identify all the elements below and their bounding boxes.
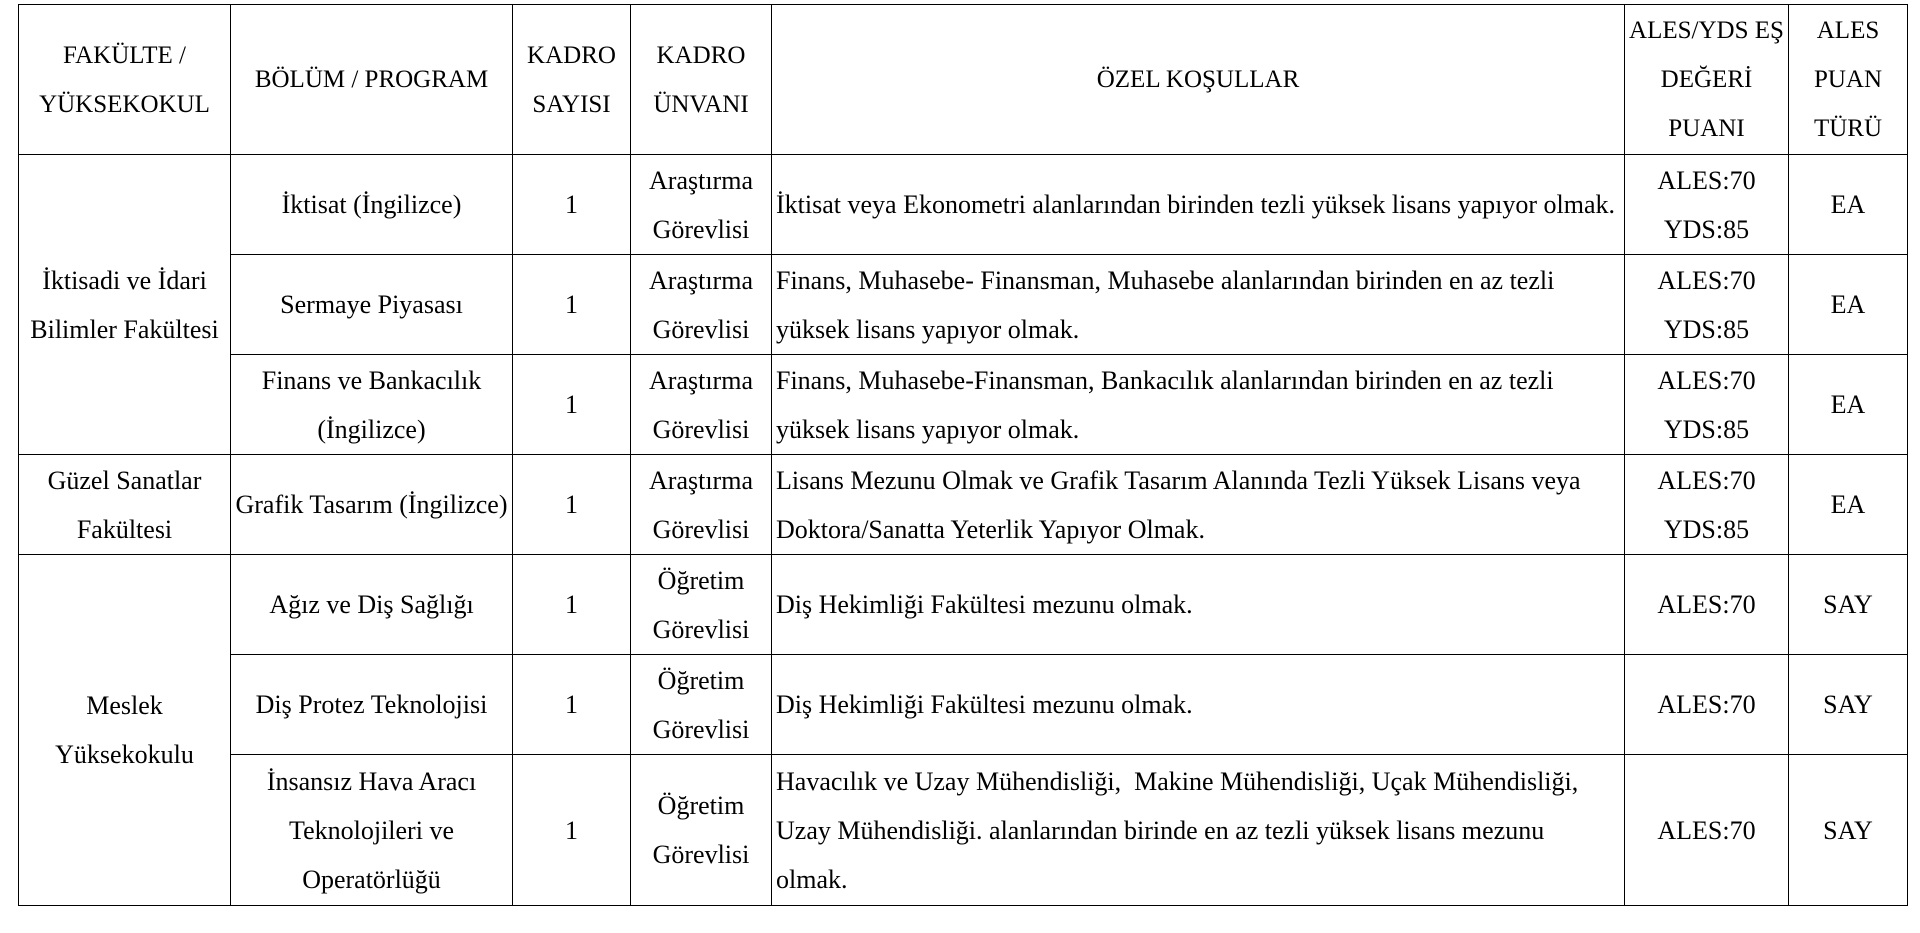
table-row [19,455,1908,555]
title-cell: Araştırma Görevlisi [631,455,772,555]
score-cell: ALES:70 YDS:85 [1625,155,1789,255]
conditions-cell: İktisat veya Ekonometri alanlarından birinden tezli yüksek lisans yapıyor olmak. [772,155,1625,255]
score-cell: ALES:70 [1625,755,1789,906]
department-cell: Ağız ve Diş Sağlığı [231,555,513,655]
conditions-cell: Finans, Muhasebe-Finansman, Bankacılık alanlarından birinden en az tezli yüksek lisans yapıyor olmak. [772,355,1625,455]
count-cell: 1 [513,555,631,655]
conditions-cell: Diş Hekimliği Fakültesi mezunu olmak. [772,655,1625,755]
count-cell: 1 [513,455,631,555]
header-department: BÖLÜM / PROGRAM [231,5,513,155]
header-score-type: ALES PUAN TÜRÜ [1789,5,1908,155]
table-row [19,255,1908,355]
title-cell: Öğretim Görevlisi [631,555,772,655]
header-faculty: FAKÜLTE / YÜKSEKOKUL [19,5,231,155]
count-cell: 1 [513,655,631,755]
conditions-cell: Diş Hekimliği Fakültesi mezunu olmak. [772,555,1625,655]
table-row [19,755,1908,906]
score-type-cell: EA [1789,255,1908,355]
faculty-cell: Meslek Yüksekokulu [19,555,231,906]
score-type-cell: EA [1789,355,1908,455]
staff-positions-table [18,4,1908,906]
title-cell: Öğretim Görevlisi [631,655,772,755]
score-type-cell: SAY [1789,755,1908,906]
department-cell: Grafik Tasarım (İngilizce) [231,455,513,555]
faculty-cell: İktisadi ve İdari Bilimler Fakültesi [19,155,231,455]
conditions-cell: Finans, Muhasebe- Finansman, Muhasebe alanlarından birinden en az tezli yüksek lisans yapıyor olmak. [772,255,1625,355]
score-type-cell: EA [1789,155,1908,255]
score-cell: ALES:70 YDS:85 [1625,455,1789,555]
table-row [19,655,1908,755]
table-row [19,155,1908,255]
count-cell: 1 [513,355,631,455]
header-row [19,5,1908,155]
department-cell: Sermaye Piyasası [231,255,513,355]
header-count: KADRO SAYISI [513,5,631,155]
header-score: ALES/YDS EŞ DEĞERİ PUANI [1625,5,1789,155]
conditions-cell: Lisans Mezunu Olmak ve Grafik Tasarım Alanında Tezli Yüksek Lisans veya Doktora/Sanatta Yeterlik Yapıyor Olmak. [772,455,1625,555]
count-cell: 1 [513,255,631,355]
count-cell: 1 [513,155,631,255]
title-cell: Öğretim Görevlisi [631,755,772,906]
title-cell: Araştırma Görevlisi [631,155,772,255]
department-cell: İktisat (İngilizce) [231,155,513,255]
conditions-cell: Havacılık ve Uzay Mühendisliği, Makine Mühendisliği, Uçak Mühendisliği, Uzay Mühendisliği. alanlarından birinde en az tezli yüksek lisans mezunu olmak. [772,755,1625,906]
department-cell: İnsansız Hava Aracı Teknolojileri ve Operatörlüğü [231,755,513,906]
score-type-cell: SAY [1789,555,1908,655]
score-cell: ALES:70 YDS:85 [1625,255,1789,355]
header-title: KADRO ÜNVANI [631,5,772,155]
faculty-cell: Güzel Sanatlar Fakültesi [19,455,231,555]
table-row [19,355,1908,455]
header-conditions: ÖZEL KOŞULLAR [772,5,1625,155]
department-cell: Diş Protez Teknolojisi [231,655,513,755]
title-cell: Araştırma Görevlisi [631,255,772,355]
count-cell: 1 [513,755,631,906]
score-cell: ALES:70 [1625,655,1789,755]
score-cell: ALES:70 YDS:85 [1625,355,1789,455]
title-cell: Araştırma Görevlisi [631,355,772,455]
score-type-cell: SAY [1789,655,1908,755]
department-cell: Finans ve Bankacılık (İngilizce) [231,355,513,455]
table-row [19,555,1908,655]
score-cell: ALES:70 [1625,555,1789,655]
score-type-cell: EA [1789,455,1908,555]
